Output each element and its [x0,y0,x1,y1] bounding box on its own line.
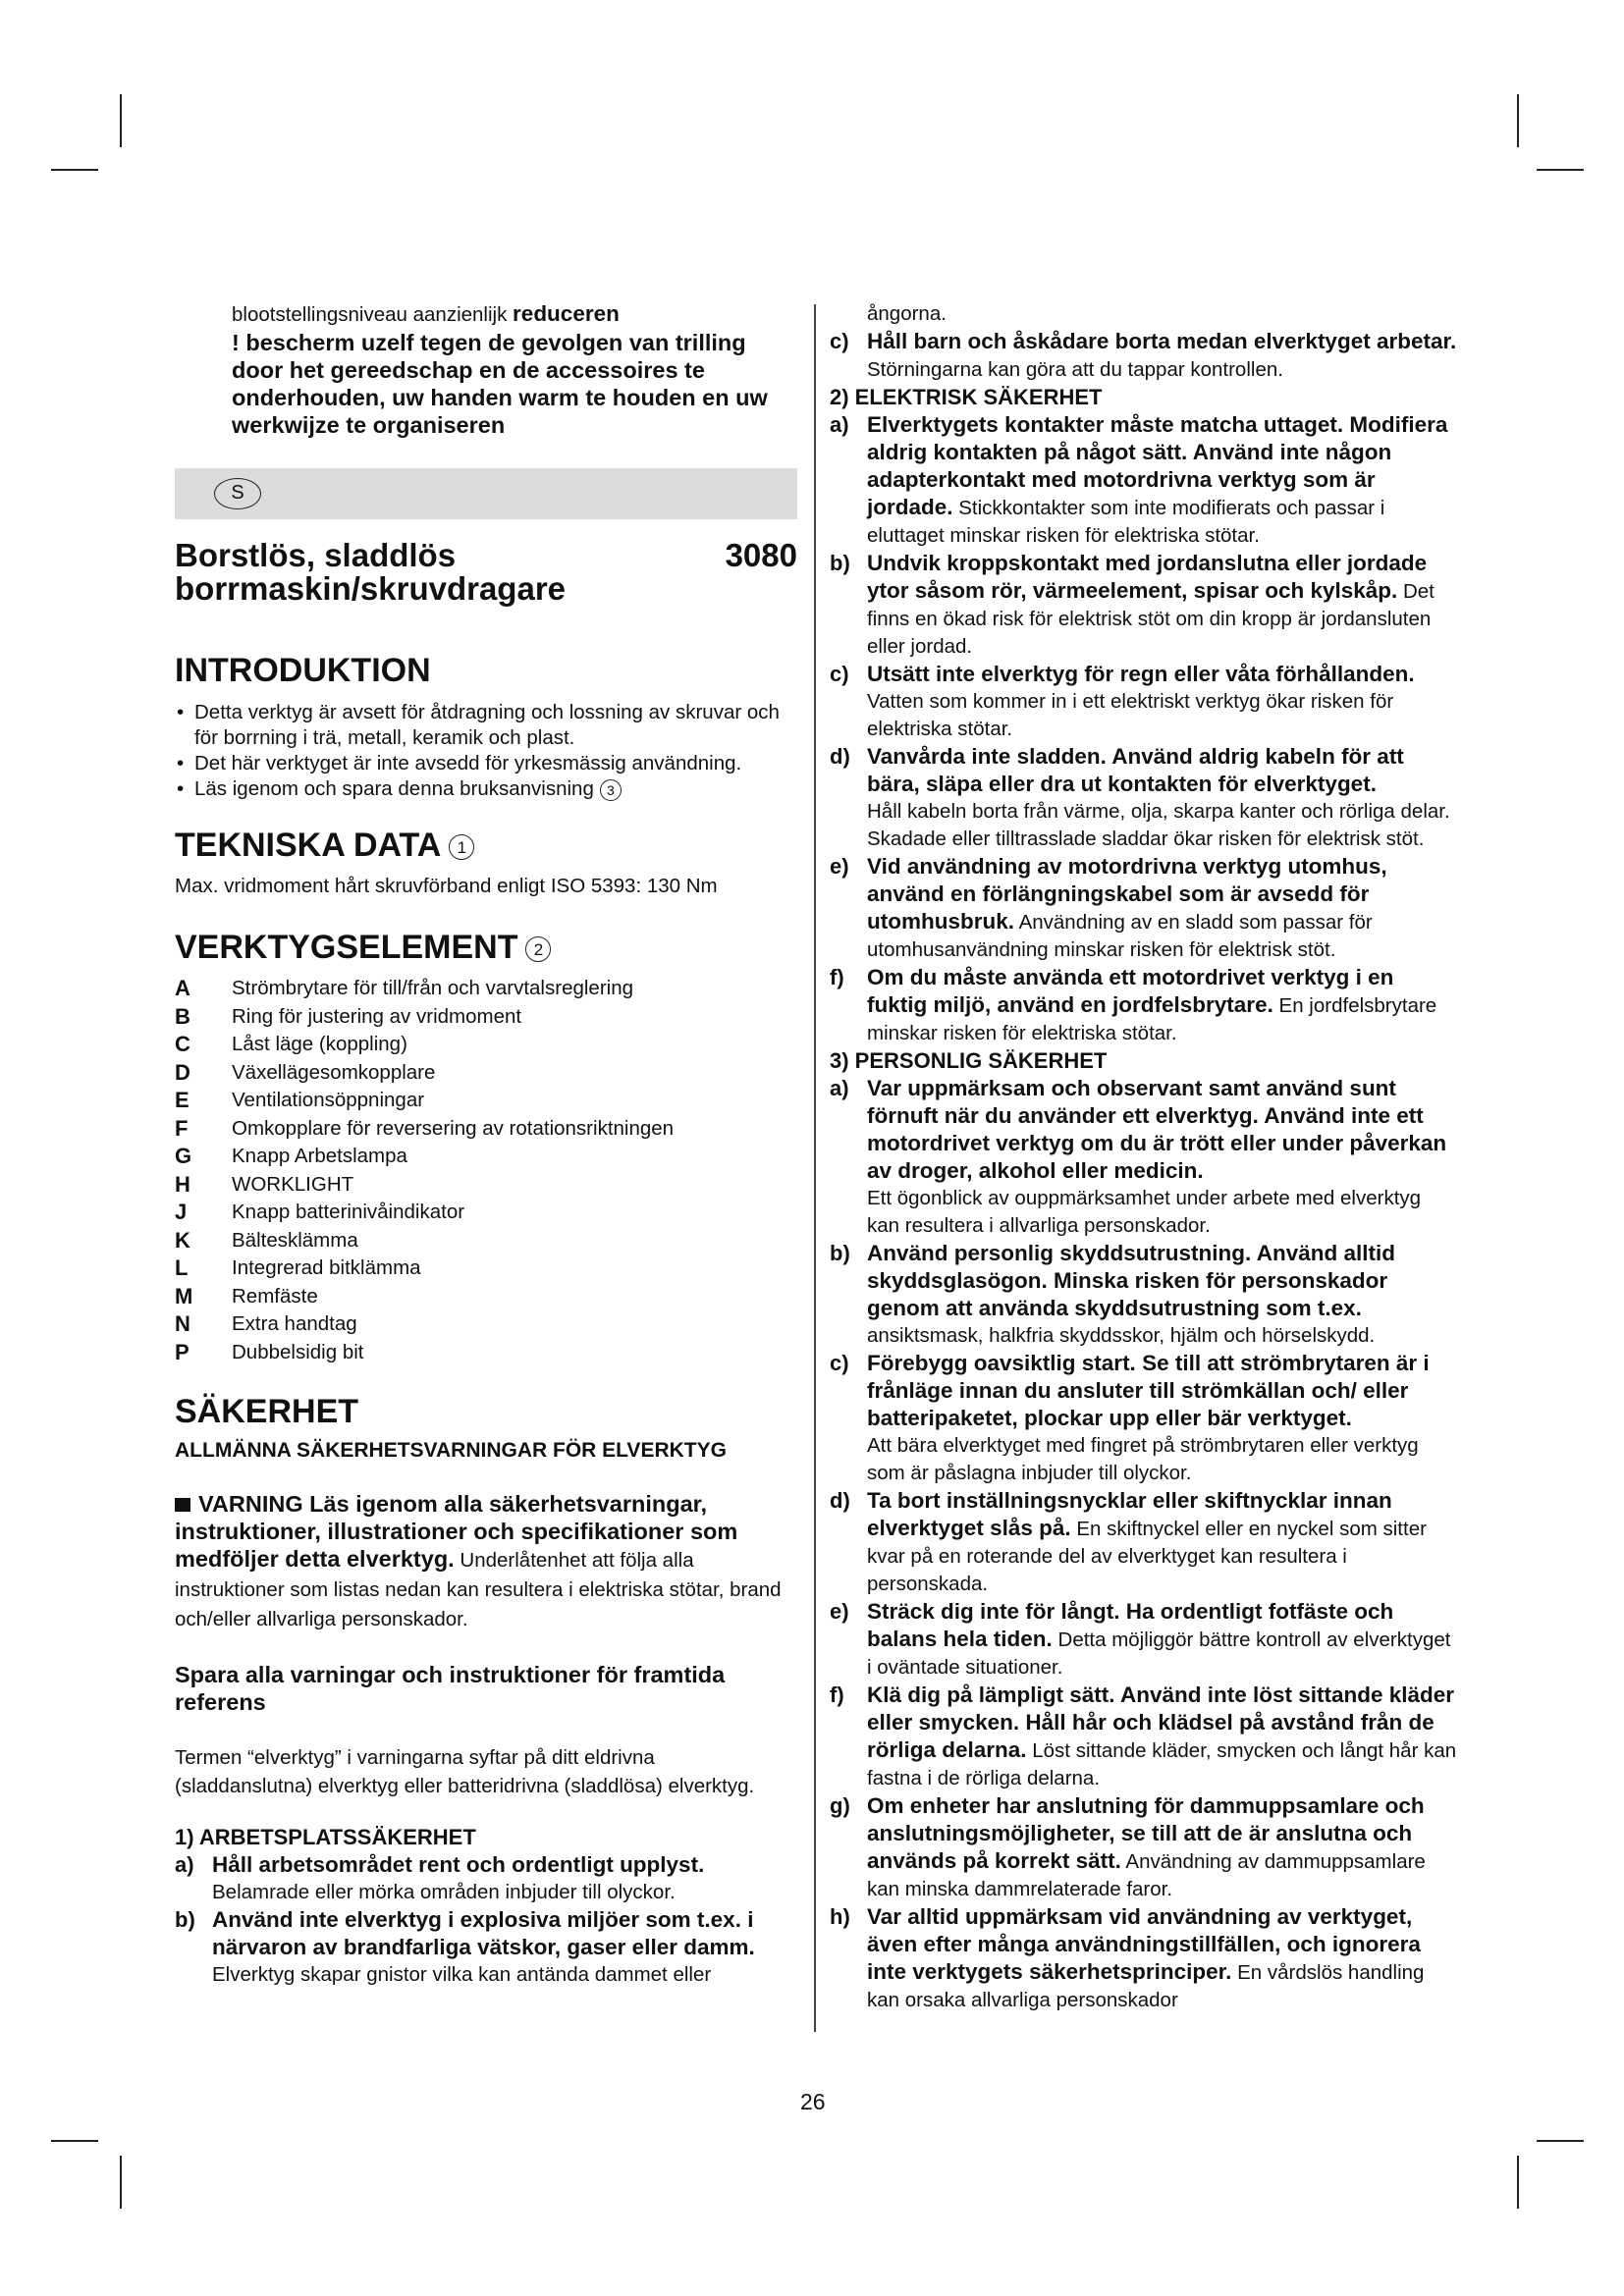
list-item: A Strömbrytare för till/från och varvtalsreglering [175,976,634,1000]
list-item: N Extra handtag [175,1311,357,1336]
list-item: E Ventilationsöppningar [175,1088,425,1112]
list-item: a) Var uppmärksam och observant samt använd sunt förnuft när du använder ett elverktyg. Använd inte ett motordrivet verktyg om du är trött eller under påverkan av droger, alkohol eller medicin. Ett ögonblick av ouppmärksamhet under arbete med elverktyg kan resultera i allvarliga personskador. [830,1076,1447,1237]
list-item: F Omkopplare för reversering av rotationsriktningen [175,1115,675,1141]
list-item: c) Utsätt inte elverktyg för regn eller våta förhållanden. Vatten som kommer in i ett elektriskt verktyg ökar risken för elektriska stötar. [830,662,1415,740]
introduktion-heading: INTRODUKTION [175,652,431,689]
list-item: b) Använd personlig skyddsutrustning. Använd alltid skyddsglasögon. Minska risken för personskador genom att använda skyddsutrustning som t.ex. ansiktsmask, halkfria skyddsskor, hjälm och hörselskydd. [830,1241,1395,1347]
crop-mark [51,2140,98,2142]
list-item: • Detta verktyg är avsett för åtdragning och lossning av skruvar och för borrning i trä, metall, keramik och plast. [177,701,780,749]
crop-mark [120,2156,122,2209]
warning-paragraph: VARNING Läs igenom alla säkerhetsvarningar, instruktioner, illustrationer och specifikationer som medföljer detta elverktyg. Underlåtenhet att följa alla instruktioner som listas nedan kan resultera i elektriska stötar, brand och/eller allvarliga personskador. [175,1491,782,1630]
crop-mark [1517,2156,1519,2209]
list-item: c) Förebygg oavsiktlig start. Se till att strömbrytaren är i frånläge innan du ansluter till strömkällan och/ eller batteripaketet, plockar upp eller bär verktyget. Att bära elverktyget med fingret på strömbrytaren eller verktyg som är påslagna inbjuder till olyckor. [830,1351,1430,1484]
intro-bullets [175,700,797,802]
tekniska-heading: TEKNISKA DATA 1 [175,826,797,865]
section-1: 1) ARBETSPLATSSÄKERHET [175,1825,476,1849]
carryover-text: ångorna. [867,302,947,325]
intro-carryover [232,300,797,439]
carryover-bold: reduceren [513,301,620,326]
spara-text: Spara alla varningar och instruktioner för framtida referens [175,1662,726,1715]
section-3: 3) PERSONLIG SÄKERHET [830,1048,1108,1073]
list-item: c) Håll barn och åskådare borta medan elverktyget arbetar. Störningarna kan göra att du tappar kontrollen. [830,329,1457,381]
sakerhet-subheading: ALLMÄNNA SÄKERHETSVARNINGAR FÖR ELVERKTYG [175,1439,727,1462]
list-item: • Läs igenom och spara denna bruksanvisning 3 [175,776,797,802]
list-item: e) Vid användning av motordrivna verktyg utomhus, använd en förlängningskabel som är avsedd för utomhusbruk. Användning av en sladd som passar för utomhusanvändning minskar risken för elektrisk stöt. [830,854,1387,961]
language-band [175,468,797,519]
crop-mark [1537,169,1584,171]
list-item: H WORKLIGHT [175,1171,354,1197]
model-number: 3080 [725,537,797,573]
figure-ref-1: 1 [449,834,474,860]
carryover-bold-block: ! bescherm uzelf tegen de gevolgen van trilling door het gereedschap en de accessoires te onderhouden, uw handen warm te houden en uw werkwijze te organiseren [232,330,768,438]
figure-ref-3: 3 [600,779,622,801]
list-item: K Bältesklämma [175,1227,358,1253]
list-item: G Knapp Arbetslampa [175,1144,407,1168]
language-code: S [214,478,261,509]
list-item: b) Undvik kroppskontakt med jordanslutna eller jordade ytor såsom rör, värmeelement, spisar och kylskåp. Det finns en ökad risk för elektrisk stöt om din kropp är jordansluten eller jordad. [830,551,1435,658]
carryover-text: blootstellingsniveau aanzienlijk [232,303,514,326]
list-item: d) Ta bort inställningsnycklar eller skiftnycklar innan elverktyget slås på. En skiftnyckel eller en nyckel som sitter kvar på en roterande del av elverktyget kan resultera i personskada. [830,1488,1427,1595]
list-item: d) Vanvårda inte sladden. Använd aldrig kabeln för att bära, släpa eller dra ut kontakten för elverktyget. Håll kabeln borta från värme, olja, skarpa kanter och rörliga delar. Skadade eller tilltrasslade sladdar ökar risken för elektrisk stöt. [830,744,1450,850]
verktyg-heading: VERKTYGSELEMENT 2 [175,928,797,967]
list-item: J Knapp batterinivåindikator [175,1200,465,1224]
list-item: f) Klä dig på lämpligt sätt. Använd inte löst sittande kläder eller smycken. Håll hår och klädsel på avstånd från de rörliga delarna. Löst sittande kläder, smycken och långt hår kan fastna i de rörliga delarna. [830,1682,1457,1789]
crop-mark [120,94,122,147]
list-item: a) Håll arbetsområdet rent och ordentligt upplyst. Belamrade eller mörka områden inbjuder till olyckor. [175,1852,705,1903]
section-2: 2) ELEKTRISK SÄKERHET [830,385,1103,409]
list-item: P Dubbelsidig bit [175,1339,364,1364]
list-item: f) Om du måste använda ett motordrivet verktyg i en fuktig miljö, använd en jordfelsbrytare. En jordfelsbrytare minskar risken för elektriska stötar. [830,965,1437,1044]
tekniska-text: Max. vridmoment hårt skruvförband enligt ISO 5393: 130 Nm [175,875,718,897]
list-item: e) Sträck dig inte för långt. Ha ordentligt fotfäste och balans hela tiden. Detta möjliggör bättre kontroll av elverktyget i oväntade situationer. [830,1599,1451,1679]
list-item: B Ring för justering av vridmoment [175,1003,522,1029]
warning-icon [175,1498,190,1512]
product-heading [175,539,797,606]
sakerhet-heading: SÄKERHET [175,1393,359,1430]
list-item: b) Använd inte elverktyg i explosiva miljöer som t.ex. i närvaron av brandfarliga vätskor, gaser eller damm. Elverktyg skapar gnistor vilka kan antända dammet eller [175,1907,755,1986]
figure-ref-2: 2 [525,936,551,962]
list-item: L Integrerad bitklämma [175,1255,421,1280]
list-item: M Remfäste [175,1283,318,1308]
product-title: Borstlös, sladdlös borrmaskin/skruvdragare [175,537,567,607]
element-list [175,975,797,1366]
list-item: C Låst läge (koppling) [175,1032,407,1056]
list-item: • Det här verktyget är inte avsedd för yrkesmässig användning. [177,752,742,774]
crop-mark [1537,2140,1584,2142]
list-item: a) Elverktygets kontakter måste matcha uttaget. Modifiera aldrig kontakten på något sätt. Använd inte någon adapterkontakt med motordrivna verktyg som är jordade. Stickkontakter som inte modifierats och passar i eluttaget minskar risken för elektriska stötar. [830,412,1448,547]
list-item: D Växellägesomkopplare [175,1059,436,1085]
list-item: g) Om enheter har anslutning för dammuppsamlare och anslutningsmöjligheter, se till att de är anslutna och används på korrekt sätt. Användning av dammuppsamlare kan minska dammrelaterade faror. [830,1793,1426,1900]
crop-mark [1517,94,1519,147]
left-column [175,300,797,1989]
right-column [830,300,1458,2014]
list-item: h) Var alltid uppmärksam vid användning av verktyget, även efter många användningstillfällen, och ignorera inte verktygets säkerhetsprinciper. En vårdslös handling kan orsaka allvarliga personskador [830,1904,1425,2011]
crop-mark [51,169,98,171]
column-divider [814,304,816,2032]
page-number: 26 [800,2089,826,2114]
termen-text: Termen “elverktyg” i varningarna syftar på ditt eldrivna (sladdanslutna) elverktyg eller batteridrivna (sladdlösa) elverktyg. [175,1746,755,1797]
